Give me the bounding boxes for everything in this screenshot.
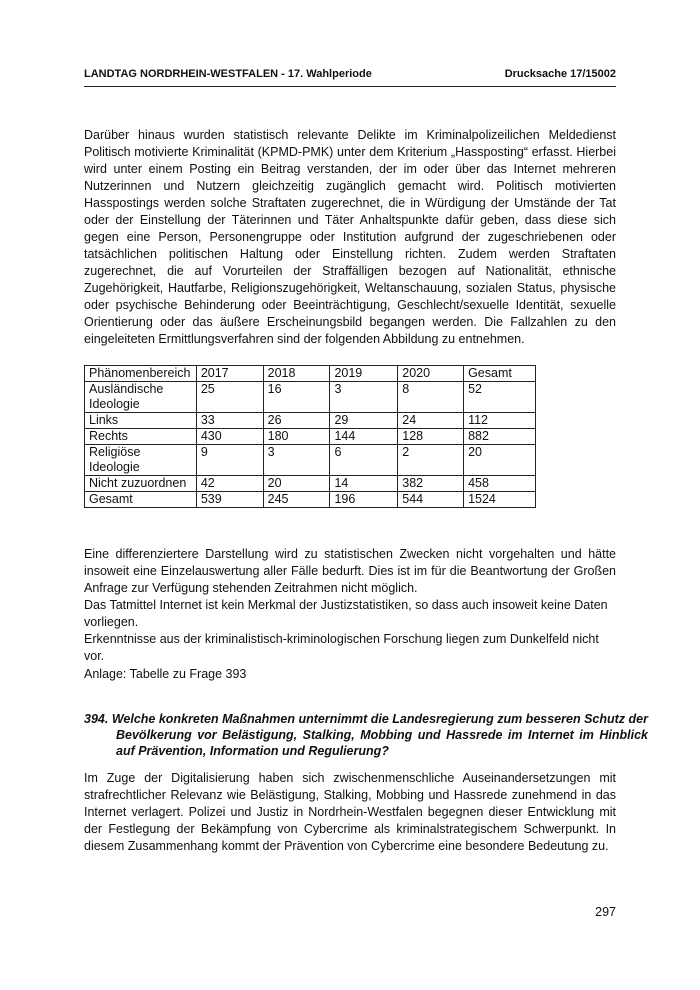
table-cell: 1524	[464, 492, 536, 508]
table-row	[85, 445, 536, 476]
table-cell: 9	[196, 445, 263, 476]
table-row	[85, 429, 536, 445]
table-cell: 180	[263, 429, 330, 445]
table-cell: Ausländische Ideologie	[85, 382, 197, 413]
table-header-cell: Phänomenbereich	[85, 366, 197, 382]
table-cell: 144	[330, 429, 398, 445]
table-cell: 3	[330, 382, 398, 413]
table-cell: 26	[263, 413, 330, 429]
table-cell: 430	[196, 429, 263, 445]
table-cell: 6	[330, 445, 398, 476]
table-cell: 52	[464, 382, 536, 413]
table-cell: 20	[464, 445, 536, 476]
table-cell: 16	[263, 382, 330, 413]
question-394: 394. Welche konkreten Maßnahmen unternimmt die Landesregierung zum besseren Schutz der Bevölkerung vor Belästigung, Stalking, Mobbing und Hassrede im Internet im Hinblick auf Prävention, Information und Regulierung?	[84, 712, 648, 758]
table-cell: 8	[398, 382, 464, 413]
table-cell: 245	[263, 492, 330, 508]
table-cell: 29	[330, 413, 398, 429]
table-cell: 33	[196, 413, 263, 429]
table-cell: 14	[330, 476, 398, 492]
table-cell: Religiöse Ideologie	[85, 445, 197, 476]
table-header-cell: 2018	[263, 366, 330, 382]
table-cell: Gesamt	[85, 492, 197, 508]
table-cell: 196	[330, 492, 398, 508]
table-cell: Nicht zuzuordnen	[85, 476, 197, 492]
attachment-note: Anlage: Tabelle zu Frage 393	[84, 667, 247, 681]
table-header-row	[85, 366, 536, 382]
answer-paragraph: Im Zuge der Digitalisierung haben sich zwischenmenschliche Auseinandersetzungen mit strafrechtlicher Relevanz wie Belästigung, Stalking, Mobbing und Hassrede zunehmend in das Internet verlagert. Polizei und Justiz in Nordrhein-Westfalen begegnen dieser Entwicklung mit der Festlegung der Bekämpfung von Cybercrime als kriminalstrategischem Schwerpunkt. In diesem Zusammenhang kommt der Prävention von Cybercrime eine besondere Bedeutung zu.	[84, 771, 616, 853]
intro-paragraph: Darüber hinaus wurden statistisch relevante Delikte im Kriminalpolizeilichen Meldedienst Politisch motivierte Kriminalität (KPMD-PMK) unter dem Kriterium „Hassposting“ erfasst. Hierbei wird unter einem Posting ein Beitrag verstanden, der im oder über das Internet mehreren Nutzerinnen und Nutzern gleichzeitig zugänglich gemacht wird. Politisch motivierten Hasspostings werden solche Straftaten zugerechnet, die in Würdigung der Umstände der Tat oder der Einstellung der Täterinnen und Täter Anhaltspunkte dafür geben, dass diese sich gegen eine Person, Personengruppe oder Institution aufgrund der zugeschriebenen oder tatsächlichen politischen Haltung oder Einstellung richten. Zudem werden Straftaten zugerechnet, die auf Vorurteilen der Straffälligen bezogen auf Nationalität, ethnische Zugehörigkeit, Hautfarbe, Religionszugehörigkeit, Weltanschauung, sozialen Status, physische oder psychische Behinderung oder Beeinträchtigung, Geschlecht/sexuelle Identität, sexuelle Orientierung oder das äußere Erscheinungsbild begangen werden. Die Fallzahlen zu den eingeleiteten Ermittlungsverfahren sind der folgenden Abbildung zu entnehmen.	[84, 128, 616, 346]
table-cell: 539	[196, 492, 263, 508]
table-cell: 112	[464, 413, 536, 429]
table-cell: 42	[196, 476, 263, 492]
table-cell: 2	[398, 445, 464, 476]
table-cell: 25	[196, 382, 263, 413]
note-paragraph: Erkenntnisse aus der kriminalistisch-kriminologischen Forschung liegen zum Dunkelfeld nicht vor.	[84, 632, 599, 663]
table-cell: 128	[398, 429, 464, 445]
header-divider	[84, 86, 616, 87]
table-row	[85, 476, 536, 492]
document-number: Drucksache 17/15002	[504, 68, 616, 80]
table-cell: 3	[263, 445, 330, 476]
table-cell: 382	[398, 476, 464, 492]
table-header-cell: 2017	[196, 366, 263, 382]
table-cell: 20	[263, 476, 330, 492]
table-cell: 882	[464, 429, 536, 445]
page-number: 297	[595, 905, 616, 919]
note-paragraph: Das Tatmittel Internet ist kein Merkmal der Justizstatistiken, so dass auch insoweit keine Daten vorliegen.	[84, 598, 608, 629]
note-paragraph: Eine differenziertere Darstellung wird zu statistischen Zwecken nicht vorgehalten und hätte insoweit eine Einzelauswertung aller Fälle bedurft. Dies ist im für die Beantwortung der Großen Anfrage zur Verfügung stehenden Zeitrahmen nicht möglich.	[84, 547, 616, 595]
table-cell: 544	[398, 492, 464, 508]
header-title: LANDTAG NORDRHEIN-WESTFALEN - 17. Wahlperiode	[84, 68, 372, 80]
table-cell: Links	[85, 413, 197, 429]
post-table-notes	[84, 546, 616, 665]
table-row	[85, 382, 536, 413]
table-total-row	[85, 492, 536, 508]
statistics-table	[84, 365, 536, 508]
table-header-cell: Gesamt	[464, 366, 536, 382]
table-row	[85, 413, 536, 429]
table-header-cell: 2020	[398, 366, 464, 382]
table-header-cell: 2019	[330, 366, 398, 382]
table-cell: 24	[398, 413, 464, 429]
table-cell: 458	[464, 476, 536, 492]
table-cell: Rechts	[85, 429, 197, 445]
page-header	[84, 68, 616, 84]
